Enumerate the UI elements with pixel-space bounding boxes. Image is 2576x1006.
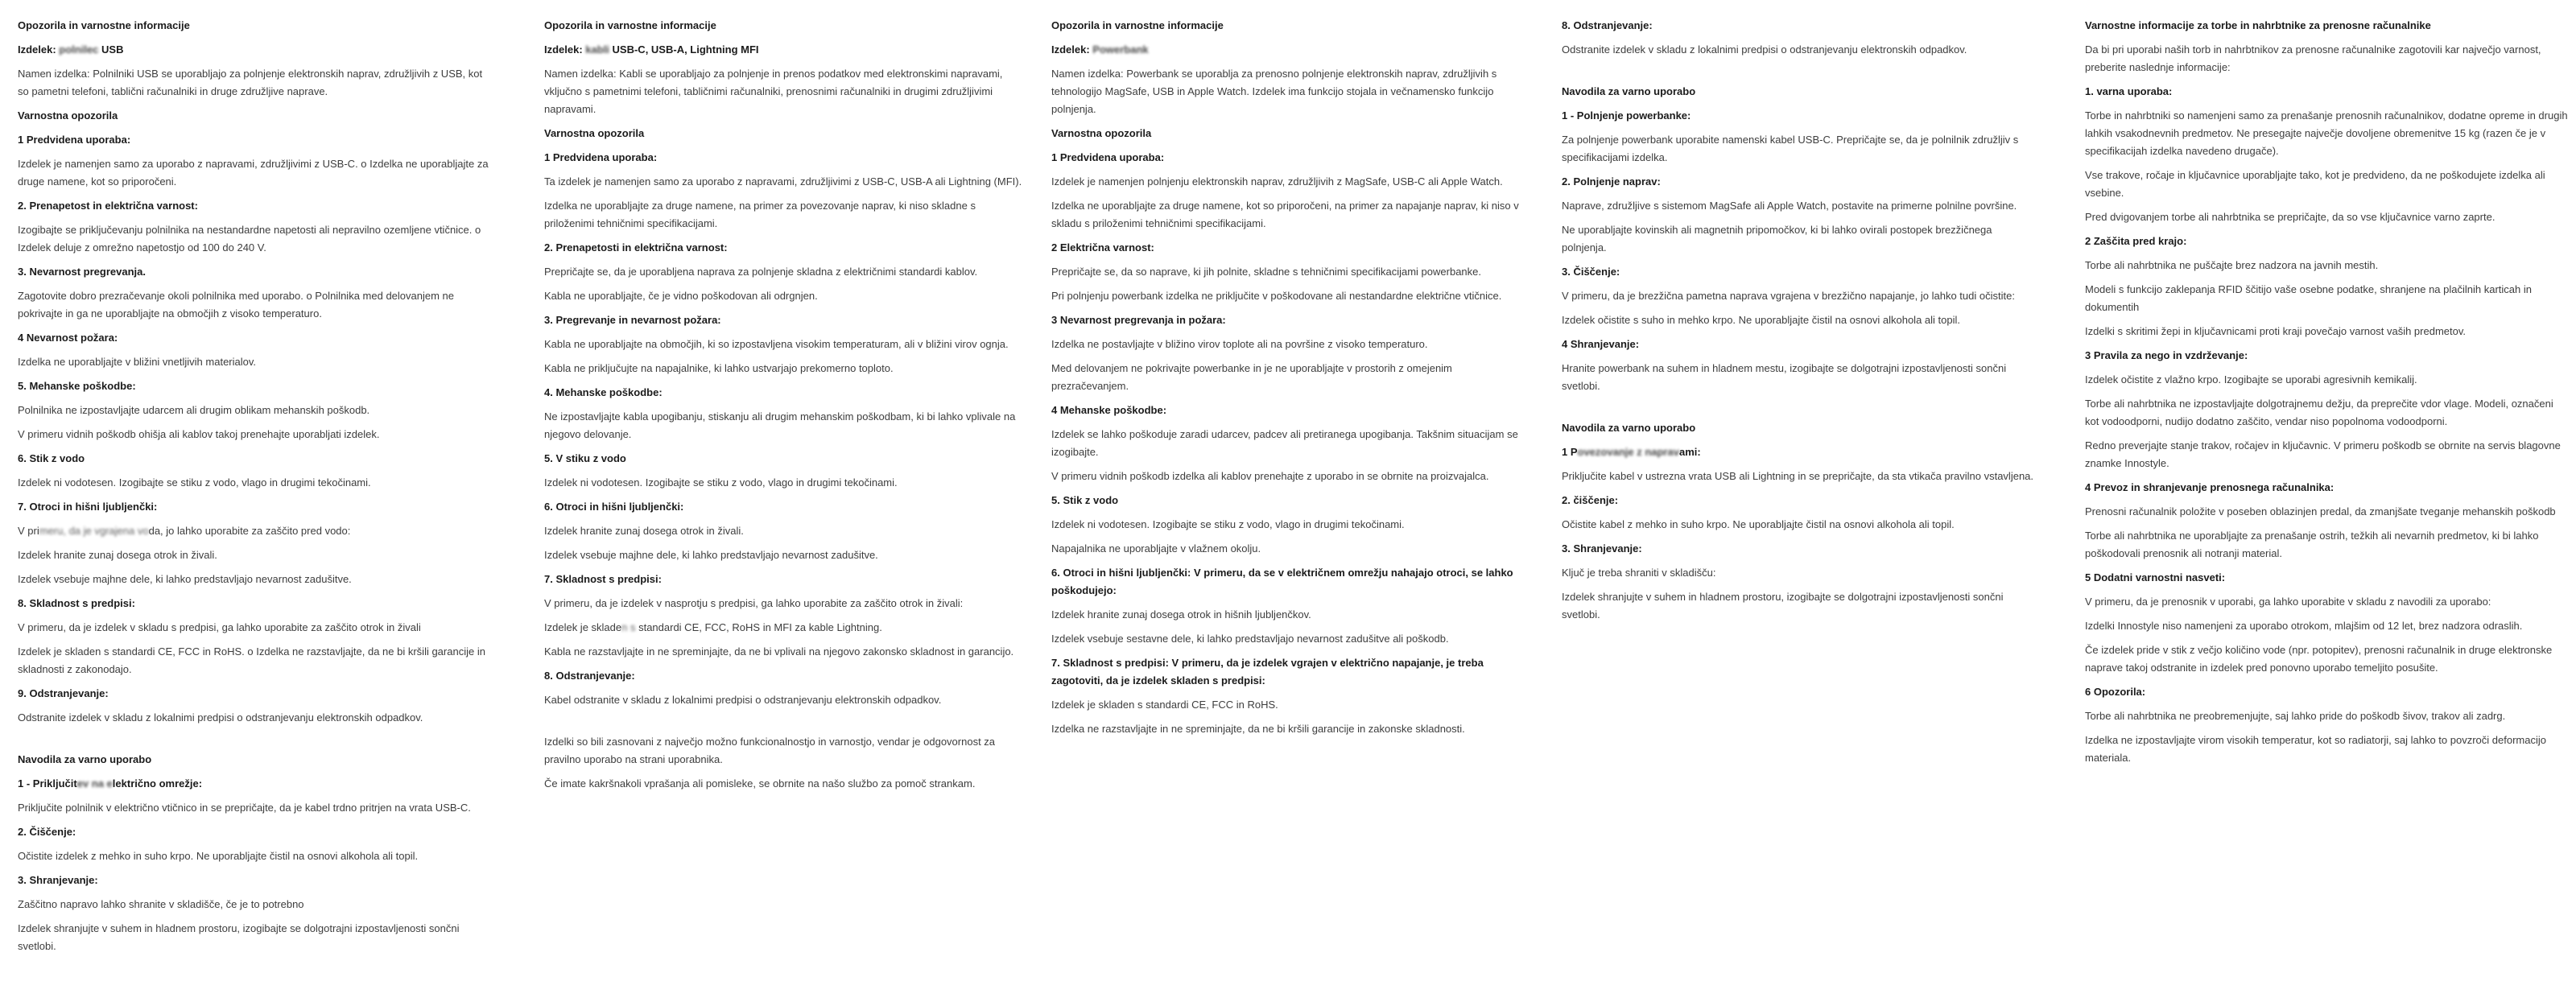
paragraph: Odstranite izdelek v skladu z lokalnimi predpisi o odstranjevanju elektronskih odpadkov.: [18, 711, 423, 724]
heading: 1. varna uporaba:: [2085, 85, 2173, 97]
paragraph: Torbe in nahrbtniki so namenjeni samo za prenašanje prenosnih računalnikov, dodatne opreme in drugih lahkih vsakodnevnih predmetov. Ne presegajte največje dovoljene obremenitve 15 kg (razen če je v specifikacijah izdelka navedeno drugače).: [2085, 109, 2568, 157]
heading: Varnostne informacije za torbe in nahrbtnike za prenosne računalnike: [2085, 19, 2431, 31]
paragraph: Pred dvigovanjem torbe ali nahrbtnika se prepričajte, da so vse ključavnice varno zaprte.: [2085, 211, 2496, 223]
heading: Navodila za varno uporabo: [1562, 85, 1696, 97]
heading: 3 Nevarnost pregrevanja in požara:: [1051, 314, 1226, 326]
paragraph: Namen izdelka: Polnilniki USB se uporabljajo za polnjenje elektronskih naprav, združljivih z USB, kot so pametni telefoni, tablični računalniki in druge združljive naprave.: [18, 68, 483, 97]
heading: 1 Predvidena uporaba:: [544, 151, 658, 163]
section-spacer: [1562, 65, 2038, 83]
heading: 6 Opozorila:: [2085, 686, 2146, 698]
paragraph: Izogibajte se priključevanju polnilnika na nestandardne napetosti ali nepravilno ozemljene vtičnice. o Izdelek deluje z omrežno napetostjo od 100 do 240 V.: [18, 224, 481, 254]
paragraph: Izdelek se lahko poškoduje zaradi udarcev, padcev ali pretiranega upogibanja. Takšnim situacijam se izogibajte.: [1051, 428, 1518, 458]
heading: 6. Otroci in hišni ljubljenčki:: [544, 501, 684, 513]
heading: 3. Shranjevanje:: [18, 874, 98, 886]
paragraph: Da bi pri uporabi naših torb in nahrbtnikov za prenosne računalnike zagotovili kar največjo varnost, preberite naslednje informacije:: [2085, 43, 2541, 73]
paragraph: Izdelka ne izpostavljajte virom visokih temperatur, kot so radiatorji, saj lahko to povzroči deformacijo materiala.: [2085, 734, 2546, 764]
paragraph: V primeru vidnih poškodb izdelka ali kablov prenehajte z uporabo in se obrnite na proizvajalca.: [1051, 470, 1489, 482]
heading: 3. Shranjevanje:: [1562, 542, 1642, 555]
paragraph: Izdelek hranite zunaj dosega otrok in živali.: [18, 549, 217, 561]
heading: Varnostna opozorila: [18, 109, 118, 122]
paragraph: Če izdelek pride v stik z večjo količino vode (npr. potopitev), prenosni računalnik in druge elektronske naprave takoj odstranite in izdelek pred ponovno uporabo temeljito posušite.: [2085, 644, 2553, 674]
paragraph: Torbe ali nahrbtnika ne preobremenjujte, saj lahko pride do poškodb šivov, trakov ali zadrg.: [2085, 710, 2506, 722]
paragraph: Kabla ne uporabljajte na območjih, ki so izpostavljena visokim temperaturam, ali v bližini virov ognja.: [544, 338, 1009, 350]
paragraph: Polnilnika ne izpostavljajte udarcem ali drugim oblikam mehanskih poškodb.: [18, 404, 370, 416]
paragraph: Kabla ne razstavljajte in ne spreminjajte, da ne bi vplivali na njegovo zakonsko skladnost in garancijo.: [544, 645, 1014, 658]
heading: 5. Stik z vodo: [1051, 494, 1119, 506]
column-laptop-bags-safety: [2085, 17, 2568, 773]
paragraph: Izdelka ne uporabljajte v bližini vnetljivih materialov.: [18, 356, 257, 368]
heading: 5. V stiku z vodo: [544, 452, 626, 464]
section-spacer: [1562, 402, 2038, 419]
heading: Varnostna opozorila: [1051, 127, 1152, 139]
paragraph: Odstranite izdelek v skladu z lokalnimi predpisi o odstranjevanju elektronskih odpadkov.: [1562, 43, 1967, 56]
paragraph: Ključ je treba shraniti v skladišču:: [1562, 567, 1716, 579]
paragraph: Izdelek ni vodotesen. Izogibajte se stiku z vodo, vlago in drugimi tekočinami.: [1051, 518, 1405, 530]
heading: 5 Dodatni varnostni nasveti:: [2085, 571, 2226, 583]
paragraph: Priključite polnilnik v električno vtičnico in se prepričajte, da je kabel trdno pritrjen na vrata USB-C.: [18, 802, 471, 814]
smudged-text: n s: [621, 621, 639, 633]
paragraph: Izdelek je namenjen samo za uporabo z napravami, združljivimi z USB-C. o Izdelka ne uporabljajte za druge namene, kot so priporočeni.: [18, 158, 489, 188]
heading: 1 - Polnjenje powerbanke:: [1562, 109, 1691, 122]
paragraph: Redno preverjajte stanje trakov, ročajev in ključavnic. V primeru poškodb se obrnite na servis blagovne znamke Innostyle.: [2085, 439, 2561, 469]
paragraph: V primeru, da je izdelek v nasprotju s predpisi, ga lahko uporabite za zaščito otrok in živali:: [544, 597, 964, 609]
paragraph: Pri polnjenju powerbank izdelka ne priključite v poškodovane ali nestandardne električne vtičnice.: [1051, 290, 1502, 302]
heading: 7. Otroci in hišni ljubljenčki:: [18, 501, 158, 513]
paragraph: Napajalnika ne uporabljajte v vlažnem okolju.: [1051, 542, 1261, 555]
smudged-text: Powerbank: [1092, 43, 1149, 56]
paragraph: Kabel odstranite v skladu z lokalnimi predpisi o odstranjevanju elektronskih odpadkov.: [544, 694, 942, 706]
paragraph: Izdelki so bili zasnovani z največjo možno funkcionalnostjo in varnostjo, vendar je odgovornost za pravilno uporabo na strani uporabnika.: [544, 736, 996, 765]
paragraph: Prenosni računalnik položite v poseben oblazinjen predal, da zmanjšate tveganje mehanskih poškodb: [2085, 505, 2556, 517]
paragraph: Izdelka ne uporabljajte za druge namene, kot so priporočeni, na primer za napajanje naprav, ki niso v skladu s priloženimi tehničnimi specifikacijami.: [1051, 200, 1519, 229]
paragraph: Izdelek ni vodotesen. Izogibajte se stiku z vodo, vlago in drugimi tekočinami.: [18, 476, 371, 489]
paragraph: Hranite powerbank na suhem in hladnem mestu, izogibajte se dolgotrajni izpostavljenosti sončni svetlobi.: [1562, 362, 2007, 392]
paragraph: Izdelki Innostyle niso namenjeni za uporabo otrokom, mlajšim od 12 let, brez nadzora odraslih.: [2085, 620, 2523, 632]
heading: 7. Skladnost s predpisi: V primeru, da je izdelek vgrajen v električno napajanje, je treba zagotoviti, da je izdelek skladen s predpisi:: [1051, 657, 1484, 686]
heading: Varnostna opozorila: [544, 127, 645, 139]
paragraph: Prepričajte se, da so naprave, ki jih polnite, skladne s tehničnimi specifikacijami powerbanke.: [1051, 266, 1481, 278]
heading: 1 - Priključitev na električno omrežje:: [18, 777, 203, 790]
heading: 1 Povezovanje z napravami:: [1562, 446, 1701, 458]
paragraph: Izdelek vsebuje majhne dele, ki lahko predstavljajo nevarnost zadušitve.: [544, 549, 878, 561]
paragraph: Torbe ali nahrbtnika ne puščajte brez nadzora na javnih mestih.: [2085, 259, 2379, 271]
paragraph: Izdelek ni vodotesen. Izogibajte se stiku z vodo, vlago in drugimi tekočinami.: [544, 476, 898, 489]
section-spacer: [544, 715, 1022, 733]
paragraph: Naprave, združljive s sistemom MagSafe ali Apple Watch, postavite na primerne polnilne površine.: [1562, 200, 2017, 212]
paragraph: V primeru, da je brezžična pametna naprava vgrajena v brezžično napajanje, jo lahko tudi očistite:: [1562, 290, 2015, 302]
heading: Izdelek: kabli USB-C, USB-A, Lightning MFI: [544, 43, 759, 56]
paragraph: Kabla ne uporabljajte, če je vidno poškodovan ali odrgnjen.: [544, 290, 818, 302]
paragraph: Izdelka ne razstavljajte in ne spreminjajte, da ne bi kršili garancije in zakonske skladnosti.: [1051, 723, 1465, 735]
paragraph: Namen izdelka: Powerbank se uporablja za prenosno polnjenje elektronskih naprav, združljivih s tehnologijo MagSafe, USB in Apple Watch. Izdelek ima funkcijo stojala in večnamensko funkcijo polnjenja.: [1051, 68, 1497, 115]
paragraph: Priključite kabel v ustrezna vrata USB ali Lightning in se prepričajte, da sta vtikača pravilno vstavljena.: [1562, 470, 2034, 482]
paragraph: Očistite izdelek z mehko in suho krpo. Ne uporabljajte čistil na osnovi alkohola ali topil.: [18, 850, 419, 862]
smudged-text: meru, da je vgrajena vo: [39, 525, 149, 537]
heading: Izdelek: Powerbank: [1051, 43, 1149, 56]
heading: 8. Odstranjevanje:: [1562, 19, 1653, 31]
paragraph: Izdelek hranite zunaj dosega otrok in živali.: [544, 525, 744, 537]
paragraph: Izdelek shranjujte v suhem in hladnem prostoru, izogibajte se dolgotrajni izpostavljenosti sončni svetlobi.: [18, 922, 460, 952]
heading: 5. Mehanske poškodbe:: [18, 380, 136, 392]
paragraph: Zagotovite dobro prezračevanje okoli polnilnika med uporabo. o Polnilnika med delovanjem ne pokrivajte in ga ne uporabljajte na območjih z visoko temperaturo.: [18, 290, 454, 320]
heading: 4 Prevoz in shranjevanje prenosnega računalnika:: [2085, 481, 2334, 493]
heading: 2. Prenapetost in električna varnost:: [18, 200, 198, 212]
paragraph: V primeru, da je prenosnik v uporabi, ga lahko uporabite v skladu z navodili za uporabo:: [2085, 596, 2491, 608]
paragraph: Ta izdelek je namenjen samo za uporabo z napravami, združljivimi z USB-C, USB-A ali Lightning (MFI).: [544, 175, 1022, 188]
paragraph: Namen izdelka: Kabli se uporabljajo za polnjenje in prenos podatkov med elektronskimi napravami, vključno s pametnimi telefoni, tabličnimi računalniki, prenosnimi računalniki in drugimi združljivimi napravami.: [544, 68, 1003, 115]
paragraph: Če imate kakršnakoli vprašanja ali pomisleke, se obrnite na našo službo za pomoč strankam.: [544, 777, 976, 790]
paragraph: Izdelek je skladen s standardi CE, FCC in RoHS.: [1051, 699, 1278, 711]
paragraph: Izdelek je namenjen polnjenju elektronskih naprav, združljivih z MagSafe, USB-C ali Apple Watch.: [1051, 175, 1503, 188]
paragraph: Očistite kabel z mehko in suho krpo. Ne uporabljajte čistil na osnovi alkohola ali topil.: [1562, 518, 1955, 530]
paragraph: Med delovanjem ne pokrivajte powerbanke in je ne uporabljajte v prostorih z omejenim prezračevanjem.: [1051, 362, 1452, 392]
paragraph: Izdelek shranjujte v suhem in hladnem prostoru, izogibajte se dolgotrajni izpostavljenosti sončni svetlobi.: [1562, 591, 2004, 621]
heading: 2. Čiščenje:: [18, 826, 76, 838]
paragraph: V primeru vidnih poškodb ohišja ali kablov takoj prenehajte uporabljati izdelek.: [18, 428, 380, 440]
paragraph: Kabla ne priključujte na napajalnike, ki lahko ustvarjajo prekomerno toploto.: [544, 362, 894, 374]
paragraph: Ne izpostavljajte kabla upogibanju, stiskanju ali drugim mehanskim poškodbam, ki bi lahko vplivale na njegovo delovanje.: [544, 410, 1016, 440]
paragraph: Izdelek očistite s suho in mehko krpo. Ne uporabljajte čistil na osnovi alkohola ali topil.: [1562, 314, 1960, 326]
heading: 1 Predvidena uporaba:: [1051, 151, 1165, 163]
paragraph: Izdelka ne postavljajte v bližino virov toplote ali na površine z visoko temperaturo.: [1051, 338, 1428, 350]
heading: 3. Pregrevanje in nevarnost požara:: [544, 314, 721, 326]
paragraph: Izdelek vsebuje sestavne dele, ki lahko predstavljajo nevarnost zadušitve ali poškodb.: [1051, 633, 1449, 645]
heading: Izdelek: polnilec USB: [18, 43, 124, 56]
heading: Opozorila in varnostne informacije: [18, 19, 190, 31]
paragraph: Ne uporabljajte kovinskih ali magnetnih pripomočkov, ki bi lahko ovirali postopek brezžičnega polnjenja.: [1562, 224, 1992, 254]
heading: 4 Mehanske poškodbe:: [1051, 404, 1167, 416]
heading: Navodila za varno uporabo: [18, 753, 152, 765]
paragraph: Izdelek hranite zunaj dosega otrok in hišnih ljubljenčkov.: [1051, 608, 1311, 621]
smudged-text: ev na e: [76, 777, 113, 790]
paragraph: Zaščitno napravo lahko shranite v skladišče, če je to potrebno: [18, 898, 304, 910]
heading: 4. Mehanske poškodbe:: [544, 386, 663, 398]
heading: 1 Predvidena uporaba:: [18, 134, 131, 146]
heading: 8. Skladnost s predpisi:: [18, 597, 135, 609]
smudged-text: kabli: [585, 43, 609, 56]
paragraph: Izdelka ne uporabljajte za druge namene, na primer za povezovanje naprav, ki niso skladne s priloženimi tehničnimi specifikacijami.: [544, 200, 976, 229]
smudged-text: ovezovanje z naprav: [1577, 446, 1679, 458]
heading: 6. Stik z vodo: [18, 452, 85, 464]
paragraph: Izdelek je skladen s standardi CE, FCC, RoHS in MFI za kable Lightning.: [544, 621, 882, 633]
heading: Opozorila in varnostne informacije: [544, 19, 716, 31]
heading: 7. Skladnost s predpisi:: [544, 573, 662, 585]
heading: 4 Shranjevanje:: [1562, 338, 1640, 350]
heading: Opozorila in varnostne informacije: [1051, 19, 1224, 31]
paragraph: V primeru, da je izdelek v skladu s predpisi, ga lahko uporabite za zaščito otrok in živali: [18, 621, 421, 633]
heading: 4 Nevarnost požara:: [18, 332, 118, 344]
paragraph: Vse trakove, ročaje in ključavnice uporabljajte tako, kot je predvideno, da ne poškodujete izdelka ali vsebine.: [2085, 169, 2545, 199]
heading: 3. Čiščenje:: [1562, 266, 1620, 278]
paragraph: Torbe ali nahrbtnika ne uporabljajte za prenašanje ostrih, težkih ali nevarnih predmetov, ki bi lahko poškodovali prenosnik ali notranji material.: [2085, 530, 2539, 559]
column-usb-charger-warnings: [18, 17, 496, 962]
heading: 2 Električna varnost:: [1051, 241, 1154, 254]
heading: 8. Odstranjevanje:: [544, 670, 635, 682]
heading: 3. Nevarnost pregrevanja.: [18, 266, 146, 278]
smudged-text: polnilec: [59, 43, 99, 56]
paragraph: Prepričajte se, da je uporabljena naprava za polnjenje skladna z električnimi standardi kablov.: [544, 266, 978, 278]
section-spacer: [18, 733, 496, 751]
heading: 2. Polnjenje naprav:: [1562, 175, 1661, 188]
column-powerbank-warnings: [1051, 17, 1530, 744]
heading: 3 Pravila za nego in vzdrževanje:: [2085, 349, 2248, 361]
heading: 2. čiščenje:: [1562, 494, 1619, 506]
heading: 9. Odstranjevanje:: [18, 687, 109, 699]
column-powerbank-usage-instructions: [1562, 17, 2038, 630]
heading: 2. Prenapetosti in električna varnost:: [544, 241, 728, 254]
paragraph: Izdelek očistite z vlažno krpo. Izogibajte se uporabi agresivnih kemikalij.: [2085, 373, 2417, 385]
heading: 6. Otroci in hišni ljubljenčki: V primeru, da se v električnem omrežju nahajajo otroci, se lahko poškodujejo:: [1051, 567, 1513, 596]
paragraph: Izdelek je skladen s standardi CE, FCC in RoHS. o Izdelka ne razstavljajte, da ne bi kršili garancije in skladnosti z zakonodajo.: [18, 645, 485, 675]
heading: Navodila za varno uporabo: [1562, 422, 1696, 434]
paragraph: Modeli s funkcijo zaklepanja RFID ščitijo vaše osebne podatke, shranjene na plačilnih karticah in dokumentih: [2085, 283, 2532, 313]
column-usb-cables-warnings: [544, 17, 1022, 799]
paragraph: Izdelek vsebuje majhne dele, ki lahko predstavljajo nevarnost zadušitve.: [18, 573, 352, 585]
paragraph: Izdelki s skritimi žepi in ključavnicami proti kraji povečajo varnost vaših predmetov.: [2085, 325, 2466, 337]
heading: 2 Zaščita pred krajo:: [2085, 235, 2187, 247]
paragraph: V primeru, da je vgrajena voda, jo lahko uporabite za zaščito pred vodo:: [18, 525, 351, 537]
paragraph: Torbe ali nahrbtnika ne izpostavljajte dolgotrajnemu dežju, da preprečite vdor vlage. Modeli, označeni kot vodoodporni, nudijo dodatno zaščito, vendar niso popolnoma vodoodporni.: [2085, 398, 2553, 427]
paragraph: Za polnjenje powerbank uporabite namenski kabel USB-C. Prepričajte se, da je polnilnik združljiv s specifikacijami izdelka.: [1562, 134, 2019, 163]
